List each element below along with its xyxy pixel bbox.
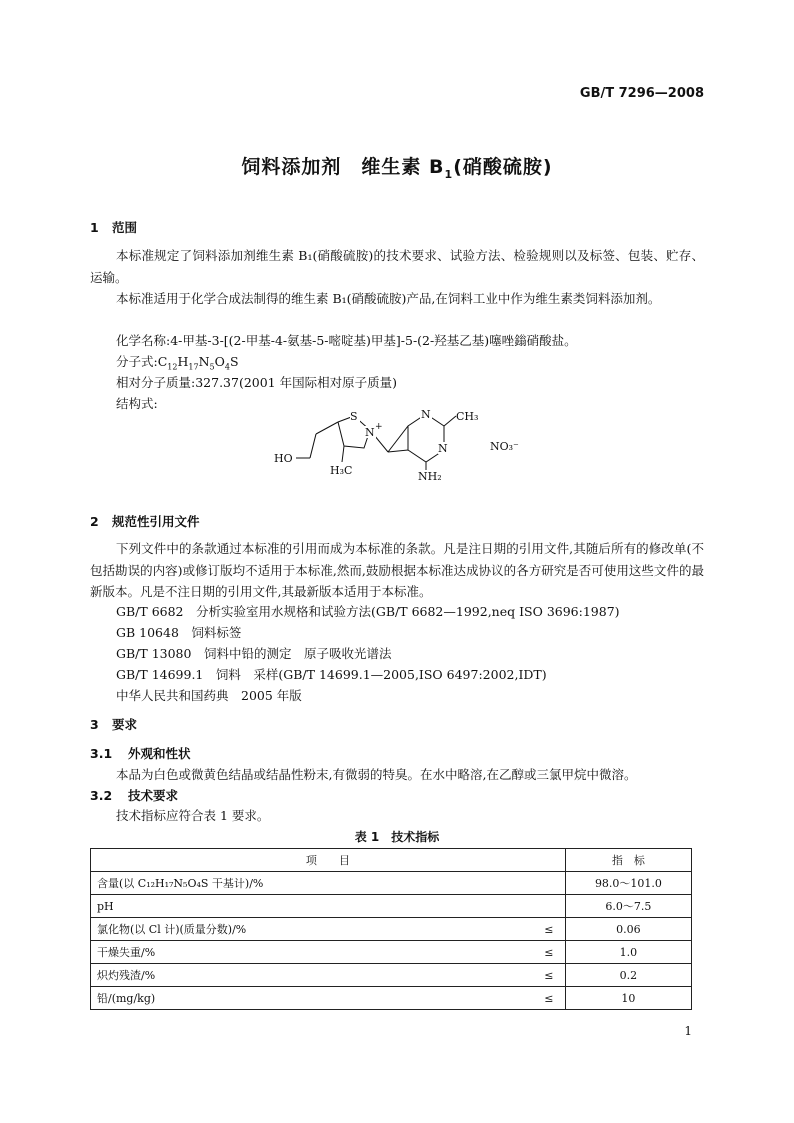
reference-item: GB/T 14699.1 饲料 采样(GB/T 14699.1—2005,ISO 6497:2002,IDT) [116, 667, 547, 682]
standard-number: GB/T 7296—2008 [579, 86, 704, 101]
title-main: 饲料添加剂 维生素 B [241, 156, 445, 178]
pyrimidine-nitrogen-2: N [438, 442, 448, 455]
title-tail: (硝酸硫胺) [453, 156, 553, 178]
table-row [91, 941, 692, 964]
row-value: 0.06 [565, 918, 691, 941]
row-value: 98.0～101.0 [565, 872, 691, 895]
scope-paragraph-1: 本标准规定了饲料添加剂维生素 B₁(硝酸硫胺)的技术要求、试验方法、检验规则以及标签、包装、贮存、运输。 [90, 248, 704, 285]
row-symbol [533, 895, 566, 918]
row-symbol: ≤ [533, 941, 566, 964]
methyl-thiazole: H₃C [330, 464, 353, 477]
formula-c: C [157, 354, 168, 369]
row-item: 氯化物(以 Cl 计)(质量分数)/% [91, 918, 533, 941]
positive-charge: + [375, 422, 383, 432]
section-number: 3 [90, 717, 99, 732]
sulfur-atom: S [350, 410, 358, 423]
section-3-2-heading [90, 786, 178, 804]
section-title: 规范性引用文件 [112, 514, 200, 529]
methyl-pyrimidine: CH₃ [456, 410, 479, 423]
appearance-text: 本品为白色或微黄色结晶或结晶性粉末,有微弱的特臭。在水中略溶,在乙醇或三氯甲烷中微溶。 [116, 767, 637, 782]
table-row [91, 895, 692, 918]
subsection-title: 外观和性状 [128, 746, 191, 761]
row-item: 炽灼残渣/% [91, 964, 533, 987]
section-3-heading [90, 715, 137, 733]
subsection-number: 3.2 [90, 788, 113, 803]
section-title: 要求 [112, 717, 138, 732]
row-symbol [533, 872, 566, 895]
title-subscript: 1 [444, 167, 454, 181]
formula-c-count: 12 [167, 362, 178, 372]
table-header-row [91, 849, 692, 872]
formula-label: 分子式: [116, 354, 158, 369]
section-number: 1 [90, 220, 99, 235]
row-value: 6.0～7.5 [565, 895, 691, 918]
formula-o: O [214, 354, 225, 369]
row-symbol: ≤ [533, 964, 566, 987]
document-title [0, 152, 794, 181]
row-value: 0.2 [565, 964, 691, 987]
row-item: pH [91, 895, 533, 918]
molecular-formula [116, 352, 239, 372]
chemical-name: 化学名称:4-甲基-3-[(2-甲基-4-氨基-5-嘧啶基)甲基]-5-(2-羟基乙基)噻唑鎓硝酸盐。 [116, 333, 577, 348]
scope-paragraph-2: 本标准适用于化学合成法制得的维生素 B₁(硝酸硫胺)产品,在饲料工业中作为维生素类饲料添加剂。 [116, 291, 661, 306]
row-item: 铅/(mg/kg) [91, 987, 533, 1010]
section-3-1-heading [90, 744, 191, 762]
amino-group: NH₂ [418, 470, 442, 483]
structure-label: 结构式: [116, 396, 158, 411]
hydroxyl-group: HO [274, 452, 293, 465]
formula-s: S [229, 354, 239, 369]
formula-n: N [198, 354, 210, 369]
structural-formula [260, 400, 540, 490]
section-2-heading [90, 512, 200, 530]
molecular-weight: 相对分子质量:327.37(2001 年国际相对原子质量) [116, 375, 397, 390]
reference-item: GB 10648 饲料标签 [116, 625, 242, 640]
row-item: 含量(以 C₁₂H₁₇N₅O₄S 干基计)/% [91, 872, 533, 895]
row-symbol: ≤ [533, 918, 566, 941]
row-item: 干燥失重/% [91, 941, 533, 964]
table-row [91, 964, 692, 987]
formula-o-count: 4 [224, 362, 230, 372]
reference-item: 中华人民共和国药典 2005 年版 [116, 688, 302, 703]
section-number: 2 [90, 514, 99, 529]
table-row [91, 872, 692, 895]
table-row [91, 918, 692, 941]
column-header-value: 指 标 [565, 849, 691, 872]
section-1-heading [90, 218, 137, 236]
table-row [91, 987, 692, 1010]
subsection-title: 技术要求 [128, 788, 179, 803]
formula-n-count: 5 [209, 362, 215, 372]
reference-item: GB/T 6682 分析实验室用水规格和试验方法(GB/T 6682—1992,neq ISO 3696:1987) [116, 604, 620, 619]
formula-h: H [177, 354, 189, 369]
formula-h-count: 17 [188, 362, 199, 372]
normative-references-paragraph: 下列文件中的条款通过本标准的引用而成为本标准的条款。凡是注日期的引用文件,其随后所有的修改单(不包括勘误的内容)或修订版均不适用于本标准,然而,鼓励根据本标准达成协议的各方研究是否可使用这些文件的最新版本。凡是不注日期的引用文件,其最新版本适用于本标准。 [90, 541, 704, 599]
pyrimidine-nitrogen-1: N [421, 408, 431, 421]
row-symbol: ≤ [533, 987, 566, 1010]
row-value: 1.0 [565, 941, 691, 964]
column-header-item: 项 目 [91, 849, 566, 872]
subsection-number: 3.1 [90, 746, 113, 761]
row-value: 10 [565, 987, 691, 1010]
page-number: 1 [684, 1024, 692, 1038]
nitrogen-cation: N [365, 426, 375, 439]
technical-requirements-text: 技术指标应符合表 1 要求。 [116, 808, 270, 823]
nitrate-anion: NO₃⁻ [490, 440, 519, 453]
reference-item: GB/T 13080 饲料中铅的测定 原子吸收光谱法 [116, 646, 392, 661]
technical-indicators-table [90, 848, 692, 1010]
table-caption: 表 1 技术指标 [354, 830, 440, 844]
section-title: 范围 [112, 220, 138, 235]
